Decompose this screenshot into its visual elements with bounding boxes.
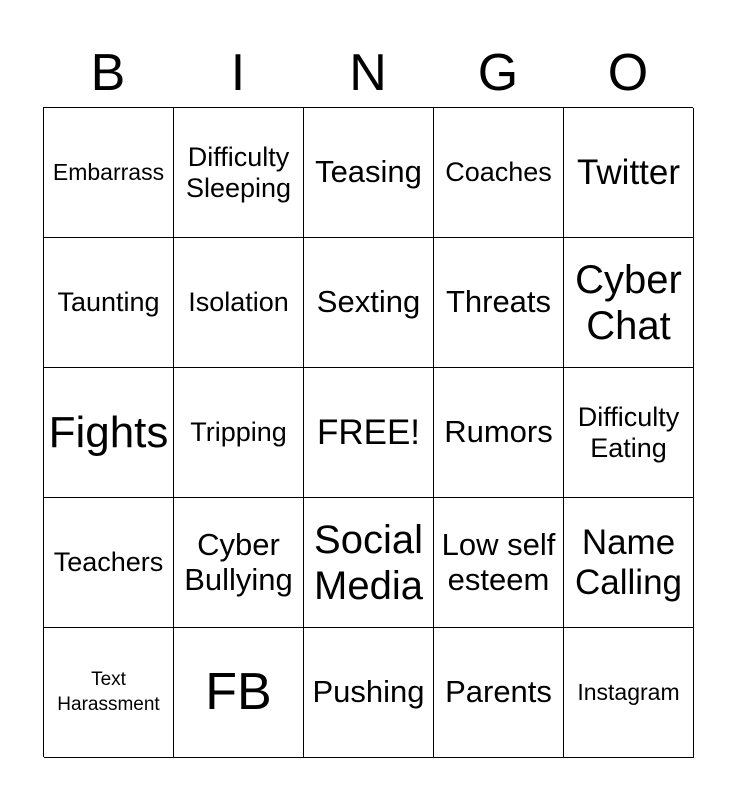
- cell-label: Cyber Chat: [575, 257, 682, 348]
- cell-label: Low self esteem: [441, 526, 556, 597]
- cell-label: Teachers: [53, 547, 164, 578]
- free-space-cell[interactable]: [304, 368, 434, 498]
- cell-label: Instagram: [577, 678, 680, 705]
- bingo-header: [43, 40, 693, 106]
- cell-label: FREE!: [316, 412, 421, 452]
- cell-label: Threats: [445, 284, 552, 320]
- bingo-cell[interactable]: [434, 238, 564, 368]
- header-letter-o: O: [607, 44, 649, 102]
- cell-label: Parents: [445, 674, 552, 710]
- cell-label: Sexting: [316, 284, 421, 320]
- cell-label: Fights: [48, 407, 169, 457]
- bingo-board: [43, 107, 693, 757]
- bingo-cell[interactable]: [434, 628, 564, 758]
- cell-label: Pushing: [312, 674, 425, 710]
- bingo-cell[interactable]: [564, 108, 694, 238]
- cell-label: Twitter: [576, 152, 681, 192]
- bingo-cell[interactable]: [174, 108, 304, 238]
- bingo-cell[interactable]: [304, 238, 434, 368]
- bingo-cell[interactable]: [564, 498, 694, 628]
- bingo-cell[interactable]: [434, 108, 564, 238]
- bingo-cell[interactable]: [564, 628, 694, 758]
- cell-label: Teasing: [315, 154, 422, 190]
- cell-label: Embarrass: [52, 158, 165, 185]
- header-letter-i: I: [230, 44, 246, 102]
- cell-label: Coaches: [445, 157, 552, 188]
- cell-label: Difficulty Eating: [577, 402, 680, 463]
- bingo-cell[interactable]: [564, 368, 694, 498]
- bingo-cell[interactable]: [44, 108, 174, 238]
- bingo-cell[interactable]: [304, 108, 434, 238]
- bingo-cell[interactable]: [44, 498, 174, 628]
- bingo-cell[interactable]: [304, 498, 434, 628]
- cell-label: Rumors: [444, 414, 553, 450]
- bingo-cell[interactable]: [174, 498, 304, 628]
- cell-label: Name Calling: [575, 523, 682, 602]
- bingo-cell[interactable]: [174, 628, 304, 758]
- bingo-cell[interactable]: [564, 238, 694, 368]
- bingo-cell[interactable]: [304, 628, 434, 758]
- cell-label: Cyber Bullying: [184, 526, 293, 597]
- bingo-cell[interactable]: [434, 368, 564, 498]
- cell-label: Taunting: [57, 287, 160, 318]
- cell-label: Social Media: [314, 517, 423, 608]
- cell-label: Text Harassment: [57, 668, 160, 715]
- header-letter-b: B: [90, 44, 126, 102]
- header-letter-g: G: [477, 44, 519, 102]
- bingo-cell[interactable]: [174, 238, 304, 368]
- cell-label: Isolation: [188, 287, 289, 318]
- bingo-cell[interactable]: [44, 628, 174, 758]
- bingo-cell[interactable]: [44, 238, 174, 368]
- bingo-cell[interactable]: [174, 368, 304, 498]
- cell-label: FB: [205, 663, 272, 722]
- header-letter-n: N: [349, 44, 387, 102]
- cell-label: Tripping: [190, 417, 287, 448]
- bingo-cell[interactable]: [44, 368, 174, 498]
- cell-label: Difficulty Sleeping: [185, 142, 292, 203]
- bingo-cell[interactable]: [434, 498, 564, 628]
